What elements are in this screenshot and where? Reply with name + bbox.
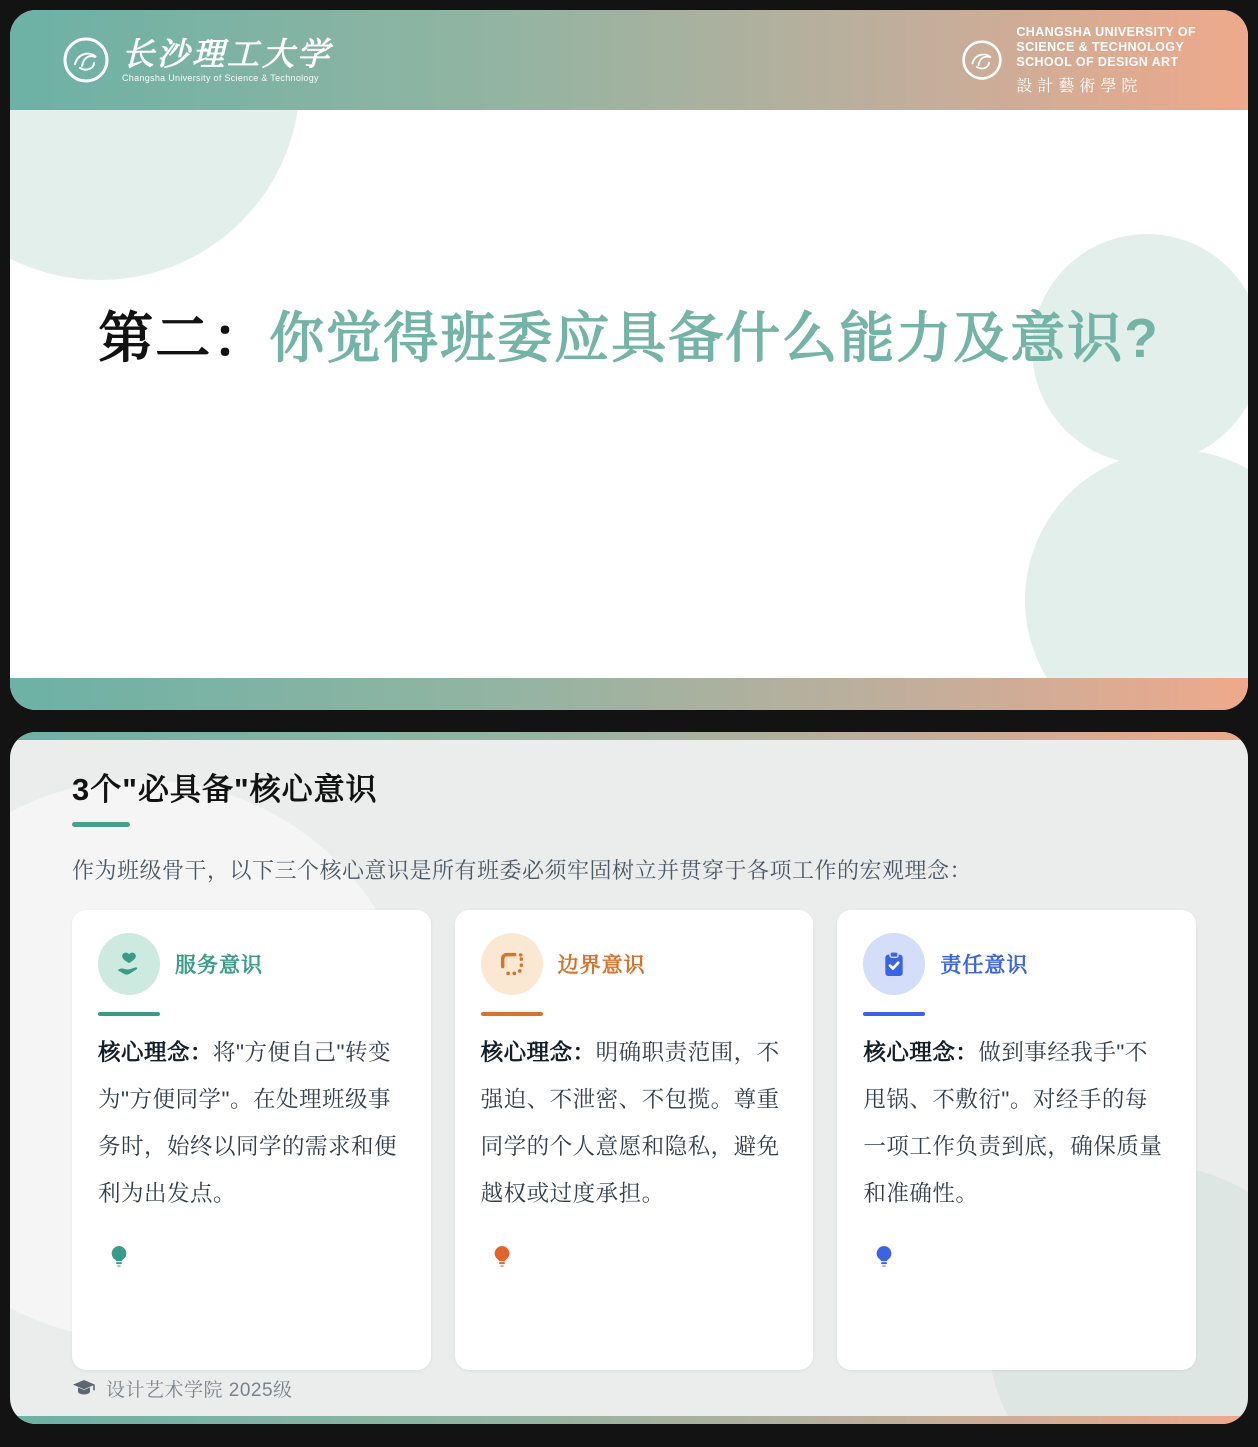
university-name-en: Changsha University of Science & Technology [122,73,319,83]
card-body-value: 明确职责范围，不强迫、不泄密、不包揽。尊重同学的个人意愿和隐私，避免越权或过度承担。 [480,1040,780,1206]
card-body-label: 核心理念： [98,1040,214,1065]
page [0,10,1258,1447]
school-name-line2: SCIENCE & TECHNOLOGY [1016,39,1185,54]
card-underline [481,1012,543,1016]
school-name-en [1016,25,1196,70]
card-title: 服务意识 [175,954,263,977]
school-logo-right [961,25,1196,96]
school-name-line1: CHANGSHA UNIVERSITY OF [1016,24,1196,39]
slide2-footer [72,1375,293,1402]
card-boundary-awareness [455,910,814,1370]
slide1-title [10,110,1248,370]
university-name-block [122,37,332,83]
card-body-text [481,1029,788,1217]
card-body-label: 核心理念： [863,1040,979,1065]
card-underline [98,1012,160,1016]
school-name-line3: SCHOOL OF DESIGN ART [1016,54,1179,69]
title-prefix: 第二： [98,307,270,369]
cards-row [72,910,1196,1370]
university-name-zh: 长沙理工大学 [122,36,333,72]
slide-deck [0,10,1258,1424]
card-service-awareness [72,910,431,1370]
slide-2 [10,732,1248,1424]
slide2-subtitle: 作为班级骨干，以下三个核心意识是所有班委必须牢固树立并贯穿于各项工作的宏观理念： [72,858,973,883]
card-underline [863,1012,925,1016]
lightbulb-icon [491,1244,513,1270]
card-header [863,933,1170,995]
university-logo-left [62,36,332,84]
decorative-circle [1025,450,1248,678]
lightbulb-icon [108,1244,130,1270]
title-question: 你觉得班委应具备什么能力及意识? [269,307,1160,369]
slide2-body [10,740,1248,1416]
graduation-cap-icon [72,1379,96,1399]
card-header [481,933,788,995]
card-responsibility-awareness [837,910,1196,1370]
card-header [98,933,405,995]
slide1-bottom-gradient-bar [10,678,1248,710]
lightbulb-icon [873,1244,895,1270]
slide-1 [10,10,1248,710]
card-body-text [98,1029,405,1217]
slide2-heading: 3个"必具备"核心意识 [72,772,378,807]
university-seal-icon [62,36,110,84]
slide2-bottom-gradient-strip [10,1416,1248,1424]
school-name-cn: 設計藝術學院 [1016,77,1143,95]
clipboard-check-icon [863,933,925,995]
card-body-text [863,1029,1170,1217]
card-body-label: 核心理念： [480,1040,596,1065]
school-seal-icon [961,39,1003,81]
card-body-value: 将"方便自己"转变为"方便同学"。在处理班级事务时，始终以同学的需求和便利为出发点。 [98,1040,398,1206]
school-name-block [1016,25,1196,96]
slide1-header [10,10,1248,110]
footer-text: 设计艺术学院 2025级 [106,1380,293,1401]
card-body-value: 做到事经我手"不甩锅、不敷衍"。对经手的每一项工作负责到底，确保质量和准确性。 [863,1040,1163,1206]
slide1-body [10,110,1248,678]
card-title: 边界意识 [557,954,646,977]
hand-heart-icon [98,933,160,995]
card-title: 责任意识 [940,954,1029,977]
slide2-top-gradient-strip [10,732,1248,740]
boundary-frame-icon [481,933,543,995]
heading-underline [72,822,130,827]
